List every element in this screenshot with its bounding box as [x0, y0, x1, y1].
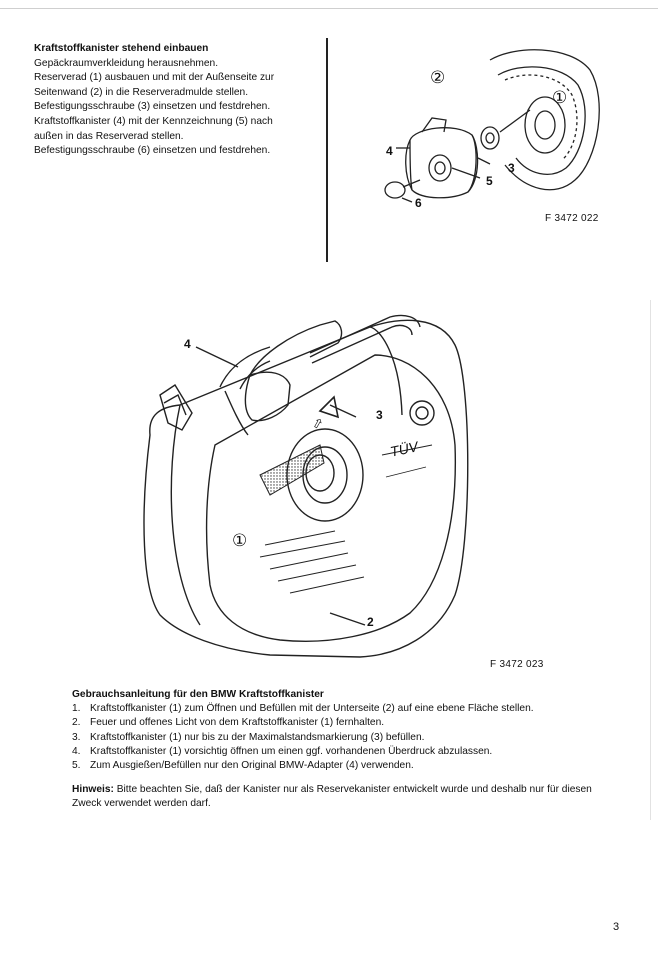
scan-edge [650, 300, 651, 820]
list-item [72, 745, 592, 759]
usage-heading: Gebrauchsanleitung für den BMW Kraftstoffkanister [72, 689, 324, 700]
canister-label-3: 3 [376, 408, 383, 422]
canister-figure [120, 295, 480, 670]
canister-label-1-circled: ① [232, 531, 248, 550]
list-item [72, 759, 592, 773]
canister-label-4: 4 [184, 337, 191, 351]
installation-figure [340, 40, 620, 235]
canister-drawing [120, 295, 480, 665]
install-instructions [34, 42, 319, 159]
install-line: Befestigungsschraube (3) einsetzen und festdrehen. [34, 101, 271, 113]
install-heading: Kraftstoffkanister stehend einbauen [34, 43, 209, 54]
install-line: Reserverad (1) ausbauen und mit der Außenseite zur [34, 72, 275, 84]
list-text: Zum Ausgießen/Befüllen nur den Original BMW-Adapter (4) verwenden. [90, 760, 414, 772]
label-1-circled: ① [552, 88, 568, 107]
install-line: außen in das Reserverad stellen. [34, 130, 184, 142]
list-number: 3. [72, 731, 81, 743]
list-number: 4. [72, 745, 81, 757]
list-item [72, 731, 592, 745]
label-6: 6 [415, 196, 422, 210]
install-line: Gepäckraumverkleidung herausnehmen. [34, 57, 219, 69]
installation-drawing [340, 40, 620, 230]
note-text: Bitte beachten Sie, daß der Kanister nur als Reservekanister entwickelt wurde und deshalb nur für diesen Zweck verwendet werden darf. [72, 784, 592, 810]
list-text: Kraftstoffkanister (1) zum Öffnen und Befüllen mit der Unterseite (2) auf eine ebene Fläche stellen. [90, 703, 534, 715]
usage-instructions [72, 688, 592, 812]
list-item [72, 716, 592, 730]
canister-label-2: 2 [367, 615, 374, 629]
list-number: 5. [72, 760, 81, 772]
tuv-marking: TÜV [388, 438, 420, 460]
install-line: Seitenwand (2) in die Reserveradmulde stellen. [34, 86, 249, 98]
list-number: 2. [72, 717, 81, 729]
install-line: Befestigungsschraube (6) einsetzen und festdrehen. [34, 145, 271, 157]
label-3: 3 [508, 161, 515, 175]
list-item [72, 702, 592, 716]
figure2-code: F 3472 023 [490, 659, 544, 670]
list-text: Kraftstoffkanister (1) vorsichtig öffnen um einen ggf. vorhandenen Überdruck abzulassen. [90, 745, 493, 757]
label-5: 5 [486, 174, 493, 188]
note-label: Hinweis: [72, 784, 114, 796]
figure1-code: F 3472 022 [545, 213, 599, 224]
arrow-icon: ⇧ [309, 414, 327, 433]
list-text: Feuer und offenes Licht von dem Kraftstoffkanister (1) fernhalten. [90, 717, 385, 729]
note-paragraph [72, 783, 592, 811]
list-text: Kraftstoffkanister (1) nur bis zu der Maximalstandsmarkierung (3) befüllen. [90, 731, 425, 743]
list-number: 1. [72, 703, 81, 715]
top-rule [0, 8, 658, 9]
label-2-circled: ② [430, 68, 446, 87]
column-divider [326, 38, 328, 262]
page-number: 3 [613, 921, 620, 933]
install-line: Kraftstoffkanister (4) mit der Kennzeichnung (5) nach [34, 115, 273, 127]
label-4: 4 [386, 144, 393, 158]
